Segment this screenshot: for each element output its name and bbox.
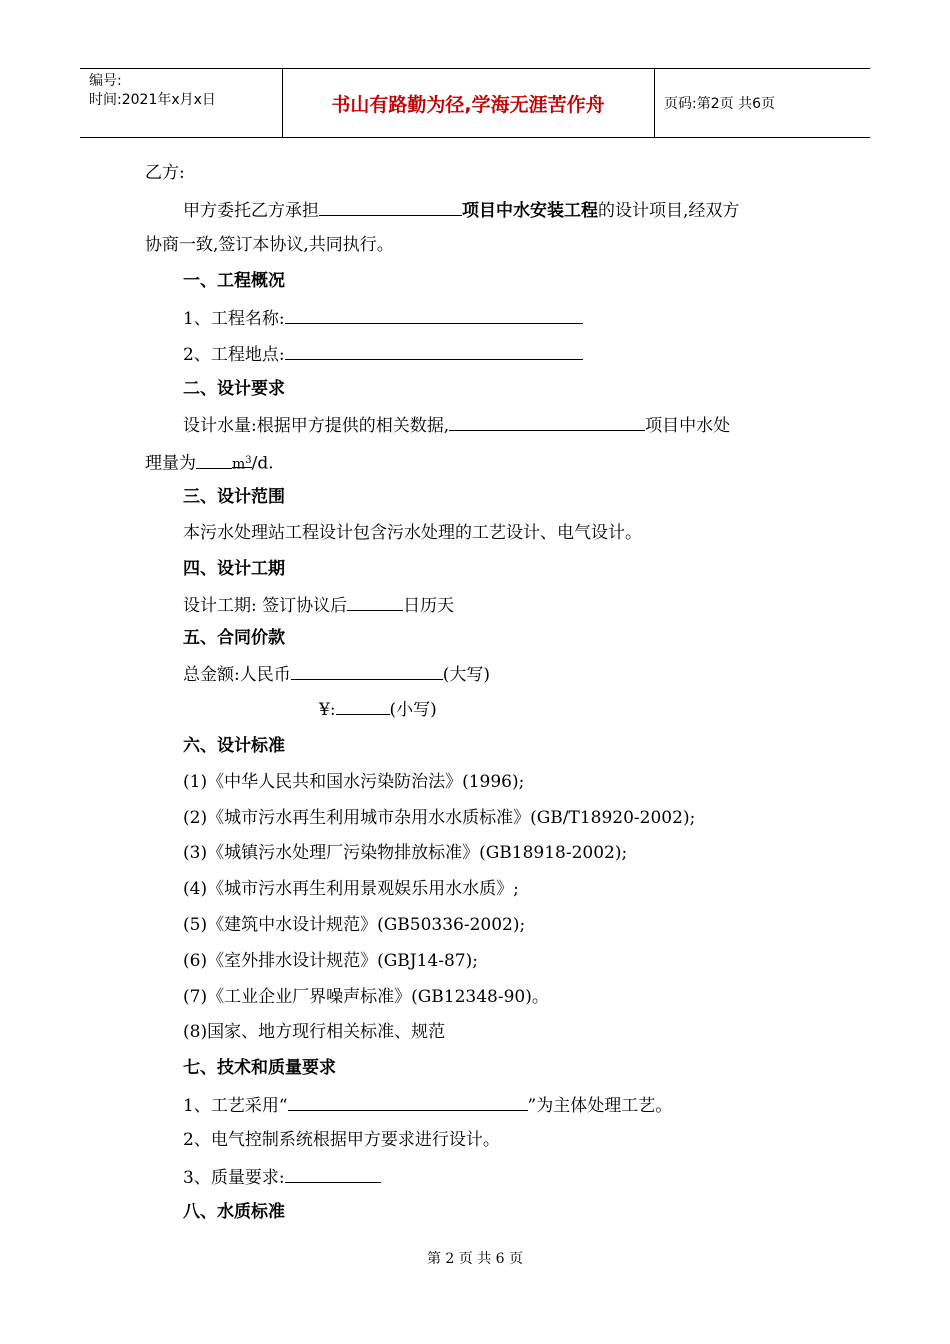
design-scope-text: 本污水处理站工程设计包含污水处理的工艺设计、电气设计。: [183, 523, 642, 543]
section-title: 一、工程概况: [183, 271, 285, 291]
standard-item: (1)《中华人民共和国水污染防治法》(1996);: [183, 772, 525, 792]
standard-item: (6)《室外排水设计规范》(GBJ14-87);: [183, 951, 478, 971]
quality-row: 3、质量要求:: [183, 1165, 381, 1189]
blank-process[interactable]: [288, 1093, 528, 1111]
blank-project-name-field[interactable]: [285, 306, 583, 324]
blank-volume[interactable]: [196, 451, 232, 469]
header-page-number: 页码:第2页 共6页: [664, 96, 775, 112]
section-title: 六、设计标准: [183, 736, 285, 756]
electrical-row: 2、电气控制系统根据甲方要求进行设计。: [183, 1130, 500, 1150]
blank-project[interactable]: [449, 413, 645, 431]
doc-time-label: 时间:2021年x月x日: [89, 92, 216, 108]
page-header: [80, 68, 870, 138]
standard-item: (5)《建筑中水设计规范》(GB50336-2002);: [183, 915, 526, 935]
amount-numeric-row: ¥: (小写): [319, 697, 437, 721]
standard-item: (8)国家、地方现行相关标准、规范: [183, 1022, 446, 1042]
total-amount-row: 总金额:人民币 (大写): [183, 662, 490, 686]
project-location-row: 2、工程地点:: [183, 342, 583, 366]
blank-quality[interactable]: [285, 1165, 381, 1183]
intro-line-2: 协商一致,签订本协议,共同执行。: [145, 235, 394, 255]
header-motto: 书山有路勤为径,学海无涯苦作舟: [282, 69, 655, 137]
blank-project-name[interactable]: [319, 198, 462, 216]
blank-amount-numeric[interactable]: [336, 697, 390, 715]
section-title: 四、设计工期: [183, 559, 285, 579]
section-title: 五、合同价款: [183, 628, 285, 648]
standard-item: (2)《城市污水再生利用城市杂用水水质标准》(GB/T18920-2002);: [183, 808, 696, 828]
intro-line-1: 甲方委托乙方承担 项目中水安装工程的设计项目,经双方: [183, 198, 739, 222]
standard-item: (7)《工业企业厂界噪声标准》(GB12348-90)。: [183, 987, 549, 1007]
blank-days[interactable]: [347, 593, 403, 611]
design-volume-line-1: 设计水量:根据甲方提供的相关数据, 项目中水处: [183, 413, 730, 437]
standard-item: (4)《城市污水再生利用景观娱乐用水水质》;: [183, 879, 519, 899]
blank-project-location-field[interactable]: [285, 342, 583, 360]
blank-amount-uppercase[interactable]: [291, 662, 443, 680]
standard-item: (3)《城镇污水处理厂污染物排放标准》(GB18918-2002);: [183, 843, 628, 863]
project-name-row: 1、工程名称:: [183, 306, 583, 330]
section-title: 三、设计范围: [183, 487, 285, 507]
section-title: 二、设计要求: [183, 379, 285, 399]
design-period-row: 设计工期: 签订协议后 日历天: [183, 593, 454, 617]
party-b-label: 乙方:: [145, 163, 185, 183]
section-title: 八、水质标准: [183, 1202, 285, 1222]
page-footer: 第 2 页 共 6 页: [426, 1251, 524, 1267]
header-meta: [80, 69, 283, 137]
unit-label: $m^3$: [232, 450, 252, 468]
doc-number-label: 编号:: [89, 73, 122, 89]
design-volume-line-2: 理量为 $m^3/d$.: [145, 450, 274, 475]
section-title: 七、技术和质量要求: [183, 1058, 336, 1078]
process-row: 1、工艺采用“ ”为主体处理工艺。: [183, 1093, 672, 1117]
